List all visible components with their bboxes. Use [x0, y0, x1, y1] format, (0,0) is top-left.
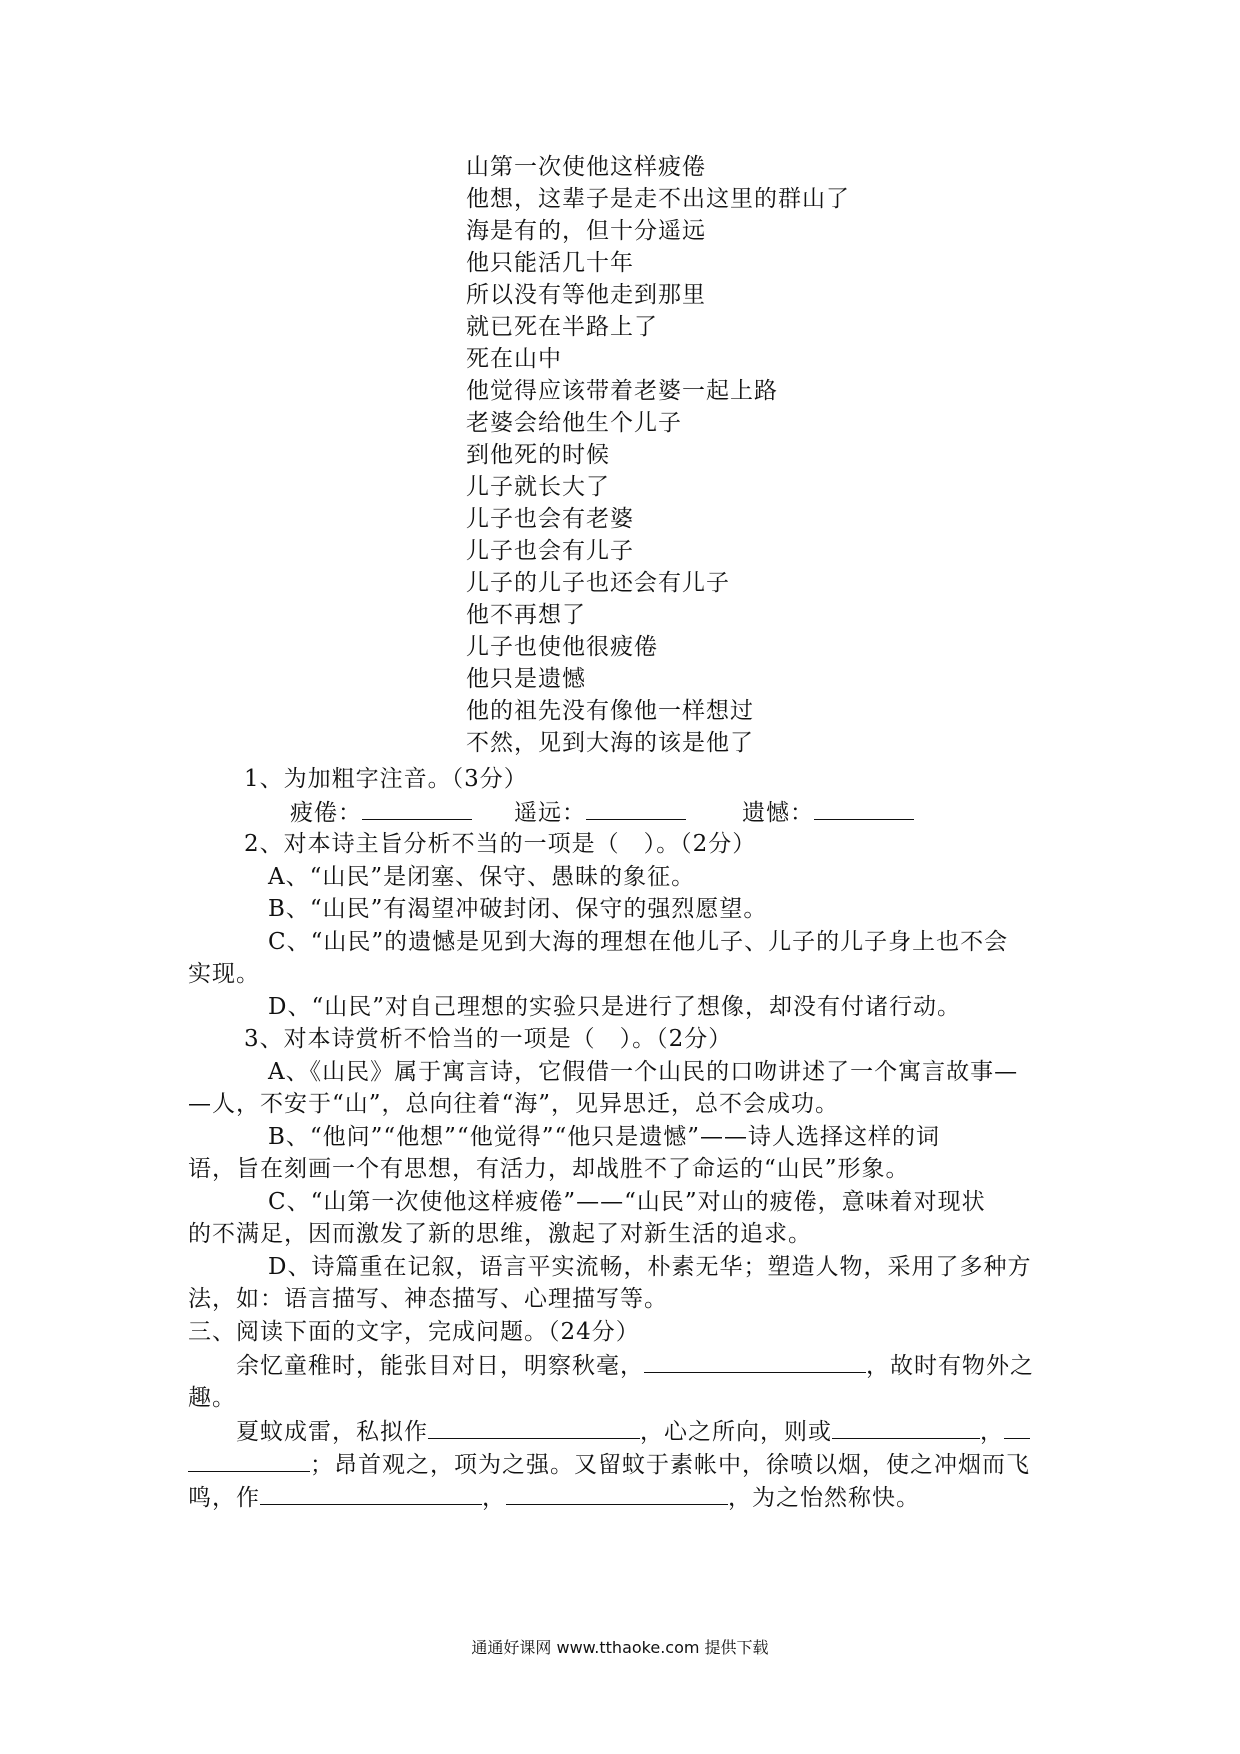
- option-c: C、“山第一次使他这样疲倦”——“山民”对山的疲倦，意味着对现状: [268, 1189, 986, 1215]
- poem-line: 儿子也会有儿子: [466, 538, 634, 564]
- footer-credit: 通通好课网 www.tthaoke.com 提供下载: [471, 1638, 769, 1657]
- poem-line: 他的祖先没有像他一样想过: [466, 698, 754, 724]
- answer-blank[interactable]: [586, 797, 686, 820]
- poem-line: 就已死在半路上了: [466, 314, 658, 340]
- poem-line: 他觉得应该带着老婆一起上路: [466, 378, 778, 404]
- option-c-continued: 实现。: [188, 961, 260, 987]
- option-b: B、“山民”有渴望冲破封闭、保守的强烈愿望。: [268, 896, 768, 922]
- answer-blank[interactable]: [506, 1482, 728, 1505]
- poem-line: 到他死的时候: [466, 442, 610, 468]
- passage-line: 趣。: [188, 1385, 236, 1411]
- option-d: D、“山民”对自己理想的实验只是进行了想像，却没有付诸行动。: [268, 994, 961, 1020]
- pinyin-item: [742, 797, 914, 828]
- pinyin-label: 遥远：: [514, 800, 586, 826]
- answer-blank[interactable]: [188, 1449, 310, 1472]
- option-b-continued: 语，旨在刻画一个有思想，有活力，却战胜不了命运的“山民”形象。: [188, 1156, 910, 1182]
- passage-line: 夏蚊成雷，私拟作 ，心之所向，则或 ，: [236, 1416, 1030, 1447]
- pinyin-item: [290, 797, 472, 828]
- poem-line: 老婆会给他生个儿子: [466, 410, 682, 436]
- option-c: C、“山民”的遗憾是见到大海的理想在他儿子、儿子的儿子身上也不会: [268, 929, 1009, 955]
- answer-blank[interactable]: [814, 797, 914, 820]
- poem-line: 所以没有等他走到那里: [466, 282, 706, 308]
- poem-line: 儿子也会有老婆: [466, 506, 634, 532]
- option-c-continued: 的不满足，因而激发了新的思维，激起了对新生活的追求。: [188, 1221, 812, 1247]
- poem-line: 儿子就长大了: [466, 474, 610, 500]
- poem-line: 他想，这辈子是走不出这里的群山了: [466, 186, 850, 212]
- answer-blank[interactable]: [428, 1416, 640, 1439]
- poem-line: 儿子的儿子也还会有儿子: [466, 570, 730, 596]
- poem-line: 他不再想了: [466, 602, 586, 628]
- poem-line: 海是有的，但十分遥远: [466, 218, 706, 244]
- passage-line: 鸣，作 ， ，为之怡然称快。: [188, 1482, 920, 1513]
- option-b: B、“他问”“他想”“他觉得”“他只是遗憾”——诗人选择这样的词: [268, 1124, 940, 1150]
- poem-line: 儿子也使他很疲倦: [466, 634, 658, 660]
- poem-line: 他只是遗憾: [466, 666, 586, 692]
- question-2-title: 2、对本诗主旨分析不当的一项是（ ）。（2分）: [244, 831, 757, 857]
- poem-line: 他只能活几十年: [466, 250, 634, 276]
- passage-line: 余忆童稚时，能张目对日，明察秋毫， ，故时有物外之: [236, 1350, 1034, 1381]
- option-d: D、诗篇重在记叙，语言平实流畅，朴素无华；塑造人物，采用了多种方: [268, 1254, 1032, 1280]
- option-a: A、“山民”是闭塞、保守、愚昧的象征。: [268, 864, 696, 890]
- question-3-title: 3、对本诗赏析不恰当的一项是（ ）。（2分）: [244, 1026, 733, 1052]
- pinyin-item: [514, 797, 686, 828]
- answer-blank[interactable]: [1004, 1416, 1030, 1439]
- option-a-continued: —人，不安于“山”，总向往着“海”，见异思迁，总不会成功。: [188, 1091, 840, 1117]
- answer-blank[interactable]: [832, 1416, 980, 1439]
- pinyin-label: 疲倦：: [290, 800, 362, 826]
- poem-line: 不然，见到大海的该是他了: [466, 730, 754, 756]
- answer-blank[interactable]: [260, 1482, 482, 1505]
- option-d-continued: 法，如：语言描写、神态描写、心理描写等。: [188, 1286, 668, 1312]
- pinyin-label: 遗憾：: [742, 800, 814, 826]
- section-3-title: 三、阅读下面的文字，完成问题。（24分）: [188, 1319, 640, 1345]
- question-1-title: 1、为加粗字注音。（3分）: [244, 766, 528, 792]
- option-a: A、《山民》属于寓言诗，它假借一个山民的口吻讲述了一个寓言故事—: [268, 1059, 1019, 1085]
- passage-line: ；昂首观之，项为之强。又留蚊于素帐中，徐喷以烟，使之冲烟而飞: [188, 1449, 1030, 1480]
- poem-line: 山第一次使他这样疲倦: [466, 154, 706, 180]
- poem-line: 死在山中: [466, 346, 562, 372]
- answer-blank[interactable]: [644, 1350, 866, 1373]
- answer-blank[interactable]: [362, 797, 472, 820]
